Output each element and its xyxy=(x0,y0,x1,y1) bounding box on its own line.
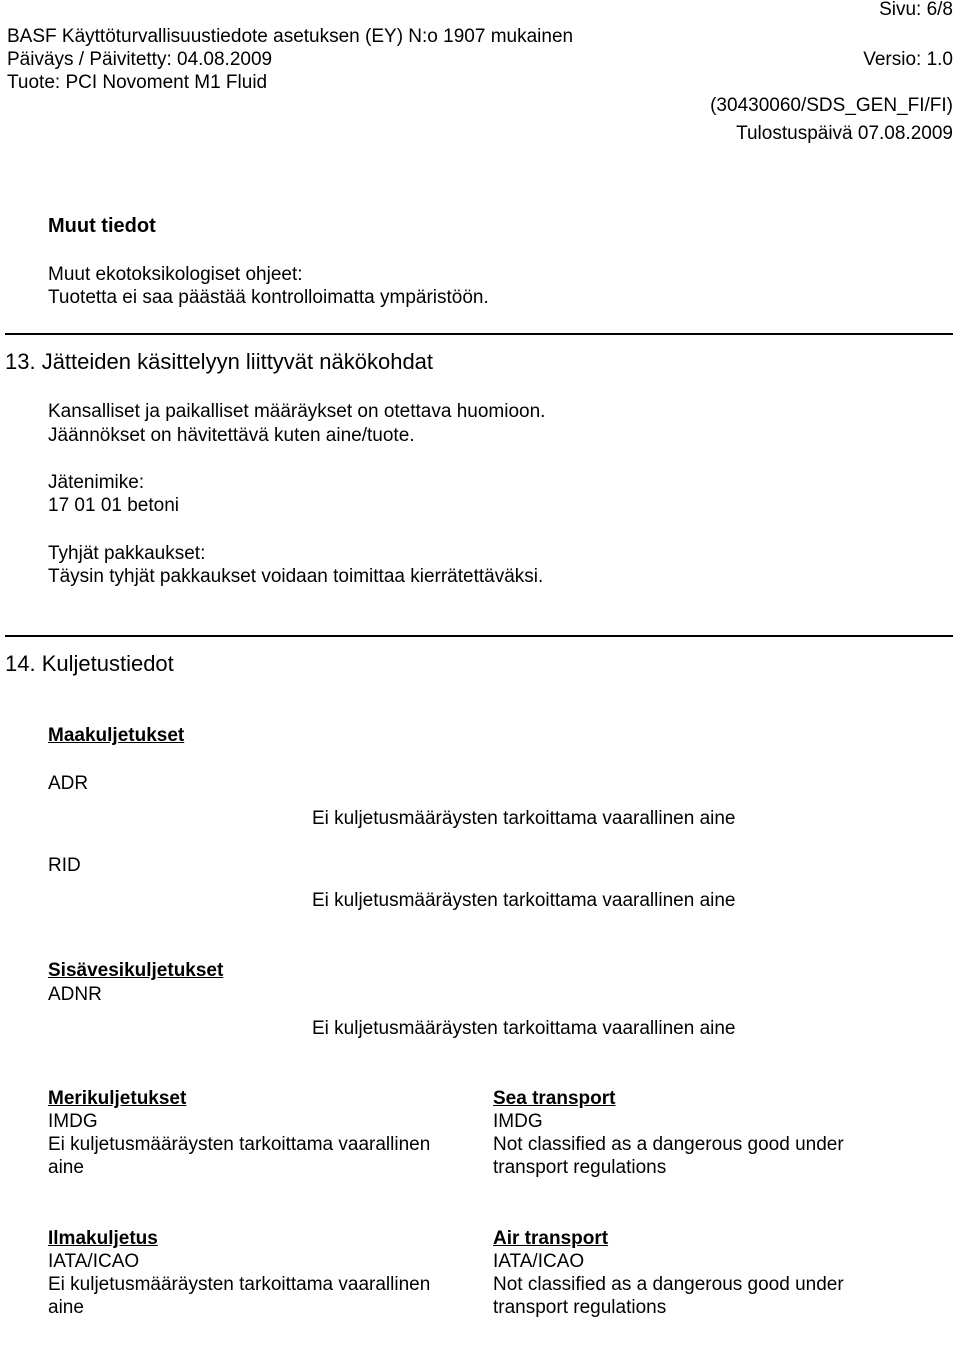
other-info-title: Muut tiedot xyxy=(48,215,156,237)
imdg-label-en: IMDG xyxy=(493,1111,543,1132)
section-divider xyxy=(5,635,953,637)
section-13-line1: Kansalliset ja paikalliset määräykset on otettava huomioon. xyxy=(48,401,546,422)
sea-heading-fi: Merikuljetukset xyxy=(48,1088,187,1109)
adr-value: Ei kuljetusmääräysten tarkoittama vaarallinen aine xyxy=(312,808,736,829)
sea-transport-en xyxy=(493,1087,903,1179)
section-13-line2: Jäännökset on hävitettävä kuten aine/tuote. xyxy=(48,425,415,446)
rid-label: RID xyxy=(48,855,81,876)
inland-waterway-heading: Sisävesikuljetukset xyxy=(48,960,224,981)
section-13-title: 13. Jätteiden käsittelyyn liittyvät näkökohdat xyxy=(5,349,434,374)
land-transport-heading: Maakuljetukset xyxy=(48,725,185,746)
regulation-line: BASF Käyttöturvallisuustiedote asetuksen (EY) N:o 1907 mukainen xyxy=(7,26,574,47)
other-info-text: Tuotetta ei saa päästää kontrolloimatta ympäristöön. xyxy=(48,287,489,308)
air-heading-en: Air transport xyxy=(493,1228,609,1249)
section-divider xyxy=(5,333,953,335)
section-14-title: 14. Kuljetustiedot xyxy=(5,651,174,676)
packaging-value: Täysin tyhjät pakkaukset voidaan toimittaa kierrätettäväksi. xyxy=(48,566,544,587)
iata-label-fi: IATA/ICAO xyxy=(48,1251,140,1272)
adr-label: ADR xyxy=(48,773,89,794)
imdg-value-en: Not classified as a dangerous good under transport regulations xyxy=(493,1134,844,1178)
other-info-label: Muut ekotoksikologiset ohjeet: xyxy=(48,264,303,285)
page-number: Sivu: 6/8 xyxy=(879,0,953,20)
iata-label-en: IATA/ICAO xyxy=(493,1251,585,1272)
rid-value: Ei kuljetusmääräysten tarkoittama vaarallinen aine xyxy=(312,890,736,911)
air-transport-fi xyxy=(48,1227,468,1319)
sea-heading-en: Sea transport xyxy=(493,1088,616,1109)
waste-value: 17 01 01 betoni xyxy=(48,495,180,516)
document-code: (30430060/SDS_GEN_FI/FI) xyxy=(710,95,953,116)
adnr-label: ADNR xyxy=(48,984,102,1005)
air-transport-en xyxy=(493,1227,903,1319)
print-date: Tulostuspäivä 07.08.2009 xyxy=(736,123,953,144)
revision-date: Päiväys / Päivitetty: 04.08.2009 xyxy=(7,49,273,70)
version: Versio: 1.0 xyxy=(863,49,953,70)
imdg-label-fi: IMDG xyxy=(48,1111,98,1132)
packaging-label: Tyhjät pakkaukset: xyxy=(48,543,206,564)
iata-value-en: Not classified as a dangerous good under transport regulations xyxy=(493,1274,844,1318)
adnr-value: Ei kuljetusmääräysten tarkoittama vaarallinen aine xyxy=(312,1018,736,1039)
waste-label: Jätenimike: xyxy=(48,472,145,493)
product-name: Tuote: PCI Novoment M1 Fluid xyxy=(7,72,268,93)
sea-transport-fi xyxy=(48,1087,468,1179)
imdg-value-fi: Ei kuljetusmääräysten tarkoittama vaarallinen aine xyxy=(48,1134,431,1178)
air-heading-fi: Ilmakuljetus xyxy=(48,1228,158,1249)
iata-value-fi: Ei kuljetusmääräysten tarkoittama vaarallinen aine xyxy=(48,1274,431,1318)
